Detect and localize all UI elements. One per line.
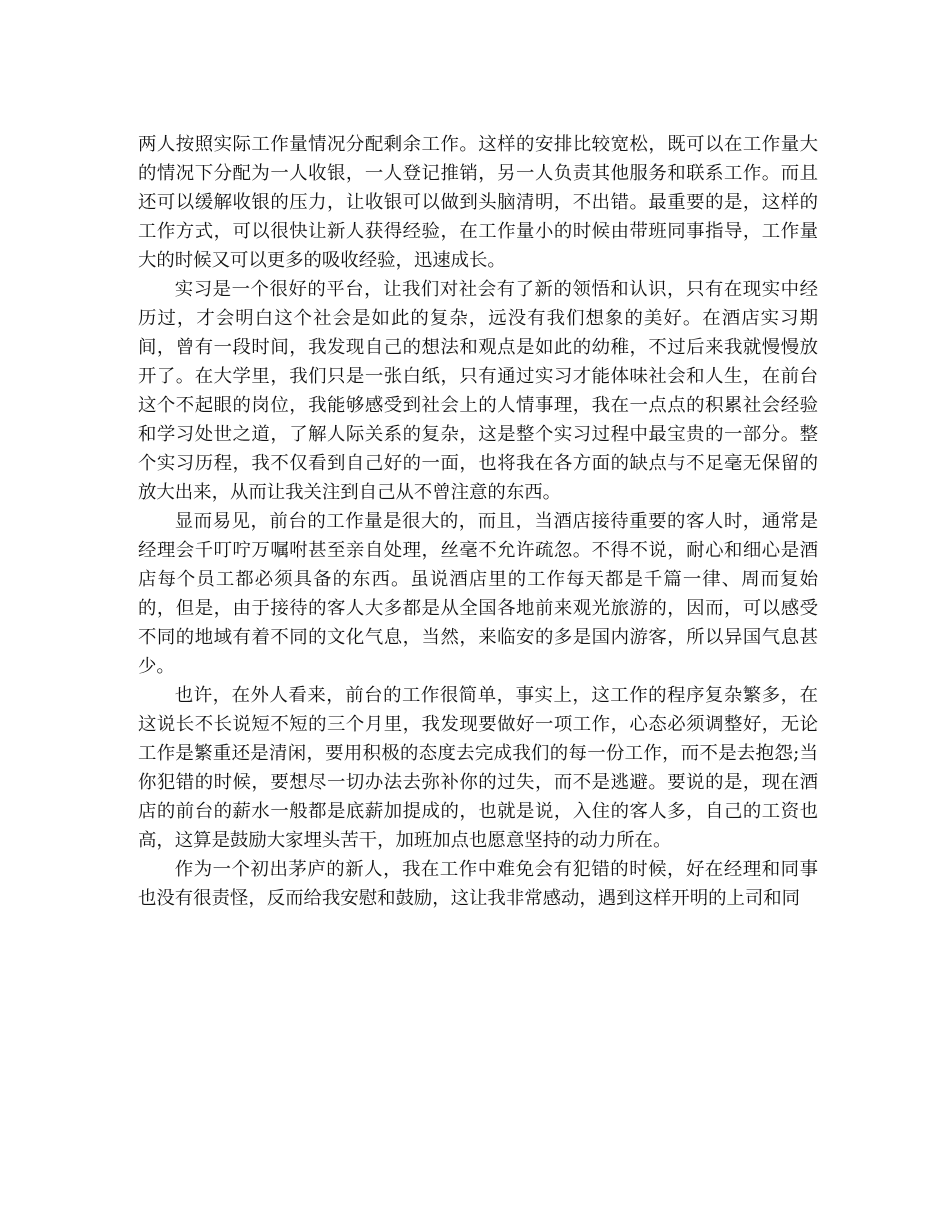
document-body xyxy=(138,130,818,913)
paragraph-4: 也许，在外人看来，前台的工作很简单，事实上，这工作的程序复杂繁多，在这说长不长说短不短的三个月里，我发现要做好一项工作，心态必须调整好，无论工作是繁重还是清闲，要用积极的态度去完成我们的每一份工作，而不是去抱怨;当你犯错的时候，要想尽一切办法去弥补你的过失，而不是逃避。要说的是，现在酒店的前台的薪水一般都是底薪加提成的，也就是说，入住的客人多，自己的工资也高，这算是鼓励大家埋头苦干，加班加点也愿意坚持的动力所在。 xyxy=(138,685,818,851)
paragraph-2: 实习是一个很好的平台，让我们对社会有了新的领悟和认识，只有在现实中经历过，才会明白这个社会是如此的复杂，远没有我们想象的美好。在酒店实习期间，曾有一段时间，我发现自己的想法和观点是如此的幼稚，不过后来我就慢慢放开了。在大学里，我们只是一张白纸，只有通过实习才能体味社会和人生，在前台这个不起眼的岗位，我能够感受到社会上的人情事理，我在一点点的积累社会经验和学习处世之道，了解人际关系的复杂，这是整个实习过程中最宝贵的一部分。整个实习历程，我不仅看到自己好的一面，也将我在各方面的缺点与不足毫无保留的放大出来，从而让我关注到自己从不曾注意的东西。 xyxy=(138,279,818,503)
paragraph-5: 作为一个初出茅庐的新人，我在工作中难免会有犯错的时候，好在经理和同事也没有很责怪，反而给我安慰和鼓励，这让我非常感动，遇到这样开明的上司和同 xyxy=(138,859,818,909)
paragraph-1: 两人按照实际工作量情况分配剩余工作。这样的安排比较宽松，既可以在工作量大的情况下分配为一人收银，一人登记推销，另一人负责其他服务和联系工作。而且还可以缓解收银的压力，让收银可以做到头脑清明，不出错。最重要的是，这样的工作方式，可以很快让新人获得经验，在工作量小的时候由带班同事指导，工作量大的时候又可以更多的吸收经验，迅速成长。 xyxy=(138,134,818,271)
paragraph-3: 显而易见，前台的工作量是很大的，而且，当酒店接待重要的客人时，通常是经理会千叮咛万嘱咐甚至亲自处理，丝毫不允许疏忽。不得不说，耐心和细心是酒店每个员工都必须具备的东西。虽说酒店里的工作每天都是千篇一律、周而复始的，但是，由于接待的客人大多都是从全国各地前来观光旅游的，因而，可以感受不同的地域有着不同的文化气息，当然，来临安的多是国内游客，所以异国气息甚少。 xyxy=(138,511,818,677)
